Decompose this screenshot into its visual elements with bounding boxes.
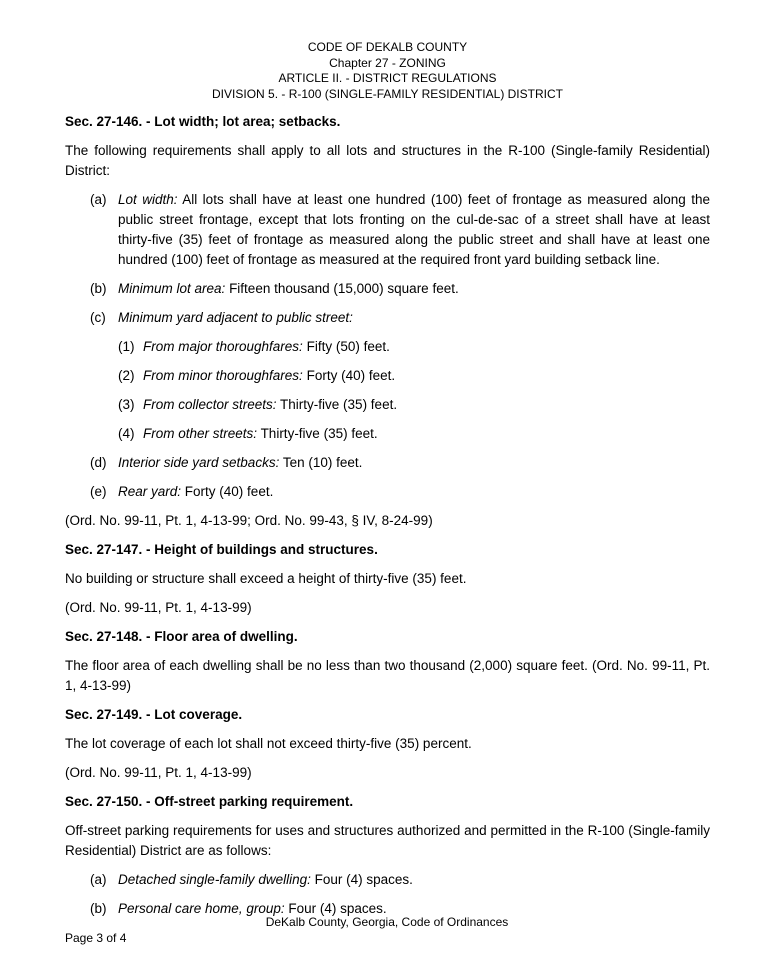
item-label: (a) xyxy=(90,872,107,887)
item-text: Forty (40) feet. xyxy=(184,484,274,499)
document-header-line: CODE OF DEKALB COUNTY xyxy=(307,40,468,54)
item-text: Thirty-five (35) feet. xyxy=(280,397,398,412)
list-item xyxy=(65,190,710,270)
list-item xyxy=(65,308,710,328)
list-item xyxy=(65,366,710,386)
paragraph: Off-street parking requirements for uses and structures authorized and permitted in the R-100 (Single-family Residential) District are as follows: xyxy=(65,823,710,858)
item-text: Fifty (50) feet. xyxy=(306,339,390,354)
document-header-line: DIVISION 5. - R-100 (SINGLE-FAMILY RESIDENTIAL) DISTRICT xyxy=(212,86,563,101)
item-lead: Interior side yard setbacks: xyxy=(118,455,280,470)
item-lead: Minimum yard adjacent to public street: xyxy=(118,310,353,325)
section-heading: Sec. 27-147. - Height of buildings and structures. xyxy=(65,542,378,557)
item-label: (e) xyxy=(90,484,107,499)
document-header xyxy=(65,40,710,102)
sections-container xyxy=(65,112,710,919)
item-lead: Lot width: xyxy=(118,192,178,207)
list-item xyxy=(65,337,710,357)
item-label: (2) xyxy=(118,368,135,383)
item-label: (c) xyxy=(90,310,106,325)
item-label: (4) xyxy=(118,426,135,441)
paragraph: The lot coverage of each lot shall not exceed thirty-five (35) percent. xyxy=(65,736,472,751)
section-heading: Sec. 27-149. - Lot coverage. xyxy=(65,707,243,722)
item-text: Forty (40) feet. xyxy=(306,368,396,383)
item-label: (1) xyxy=(118,339,135,354)
document-header-line: Chapter 27 - ZONING xyxy=(329,55,446,70)
item-label: (b) xyxy=(90,281,107,296)
item-label: (d) xyxy=(90,455,107,470)
list-item xyxy=(65,453,710,473)
section-heading: Sec. 27-148. - Floor area of dwelling. xyxy=(65,629,298,644)
item-label: (b) xyxy=(90,901,107,916)
item-label: (a) xyxy=(90,192,107,207)
page-number: Page 3 of 4 xyxy=(65,931,127,945)
paragraph: No building or structure shall exceed a height of thirty-five (35) feet. xyxy=(65,571,467,586)
list-item xyxy=(65,395,710,415)
ordinance-note: (Ord. No. 99-11, Pt. 1, 4-13-99) xyxy=(65,600,252,615)
list-item xyxy=(65,424,710,444)
item-text: Four (4) spaces. xyxy=(314,872,413,887)
list-item xyxy=(65,279,710,299)
item-text: Four (4) spaces. xyxy=(288,901,387,916)
item-text: All lots shall have at least one hundred (100) feet of frontage as measured along the public street frontage, except that lots fronting on the cul-de-sac of a street shall have at least thirty-five (35) feet of frontage as measured along the public street and shall have at least one hundred (100) feet of frontage as measured at the required front yard building setback line. xyxy=(118,192,710,267)
item-lead: From minor thoroughfares: xyxy=(143,368,303,383)
ordinance-note: (Ord. No. 99-11, Pt. 1, 4-13-99) xyxy=(65,765,252,780)
document-header-line: ARTICLE II. - DISTRICT REGULATIONS xyxy=(278,71,497,85)
list-item xyxy=(65,482,710,502)
item-lead: From other streets: xyxy=(143,426,258,441)
item-lead: Rear yard: xyxy=(118,484,182,499)
ordinance-note: (Ord. No. 99-11, Pt. 1, 4-13-99; Ord. No. 99-43, § IV, 8-24-99) xyxy=(65,513,433,528)
item-lead: Detached single-family dwelling: xyxy=(118,872,311,887)
paragraph: The following requirements shall apply to all lots and structures in the R-100 (Single-family Residential) District: xyxy=(65,143,710,178)
item-lead: Minimum lot area: xyxy=(118,281,226,296)
item-label: (3) xyxy=(118,397,135,412)
item-text: Ten (10) feet. xyxy=(282,455,363,470)
section-heading: Sec. 27-146. - Lot width; lot area; setbacks. xyxy=(65,114,341,129)
section-heading: Sec. 27-150. - Off-street parking requirement. xyxy=(65,794,354,809)
item-lead: From collector streets: xyxy=(143,397,277,412)
item-text: Thirty-five (35) feet. xyxy=(260,426,378,441)
paragraph: The floor area of each dwelling shall be no less than two thousand (2,000) square feet. (Ord. No. 99-11, Pt. 1, 4-13-99) xyxy=(65,658,710,693)
item-lead: From major thoroughfares: xyxy=(143,339,303,354)
list-item xyxy=(65,870,710,890)
item-lead: Personal care home, group: xyxy=(118,901,285,916)
item-text: Fifteen thousand (15,000) square feet. xyxy=(229,281,459,296)
footer-title: DeKalb County, Georgia, Code of Ordinances xyxy=(265,915,509,929)
